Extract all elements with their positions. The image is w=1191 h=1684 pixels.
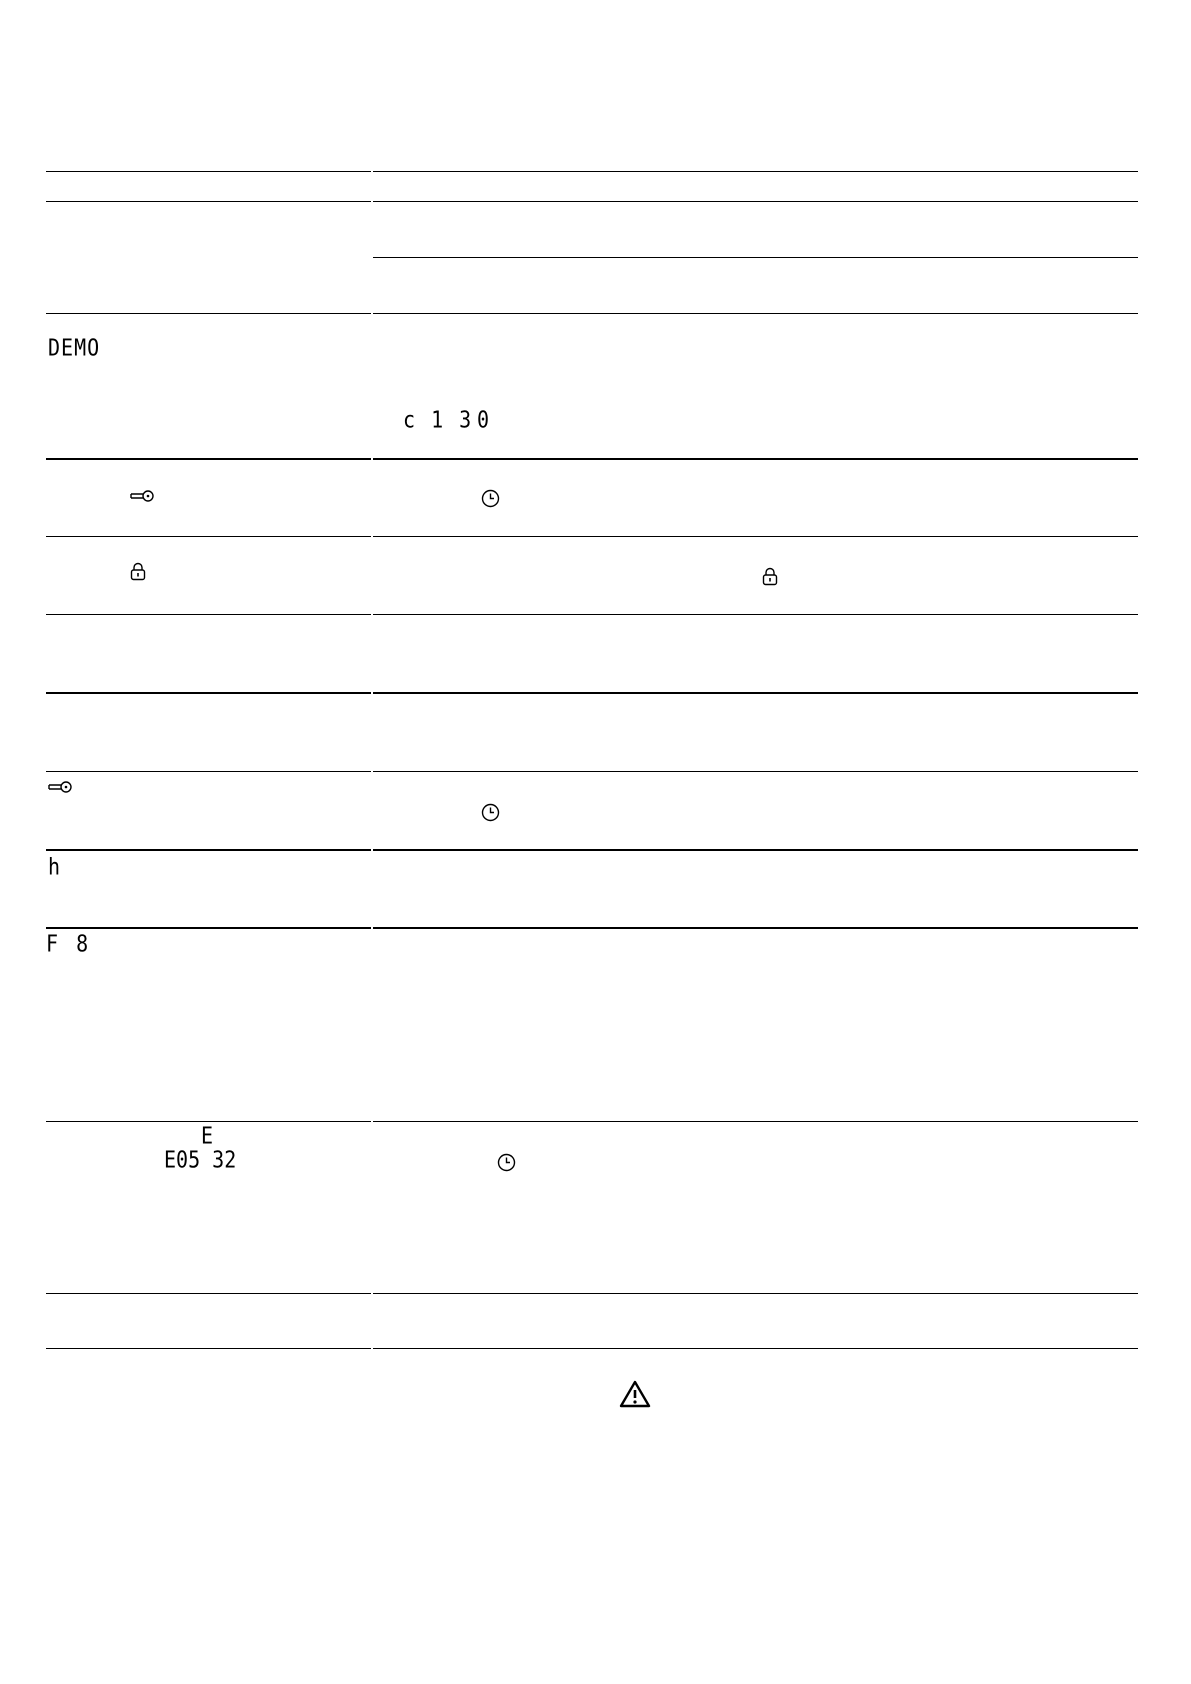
clock-icon	[481, 489, 500, 508]
key-icon	[48, 780, 72, 794]
c13-display-code: c 1 3	[403, 405, 474, 434]
key-icon	[130, 489, 154, 503]
c13-value-display-code: 0	[477, 405, 491, 434]
warning-icon	[619, 1380, 651, 1408]
clock-icon	[497, 1153, 516, 1172]
lock-icon	[130, 562, 146, 581]
clock-icon	[481, 803, 500, 822]
e-display-code: E	[201, 1121, 215, 1150]
f8-display-code: F 8	[46, 929, 92, 958]
e0532-display-code: E05 32	[164, 1145, 237, 1174]
demo-display-code: DEMO	[48, 333, 101, 362]
h-display-code: h	[48, 852, 62, 881]
lock-icon	[762, 567, 778, 586]
